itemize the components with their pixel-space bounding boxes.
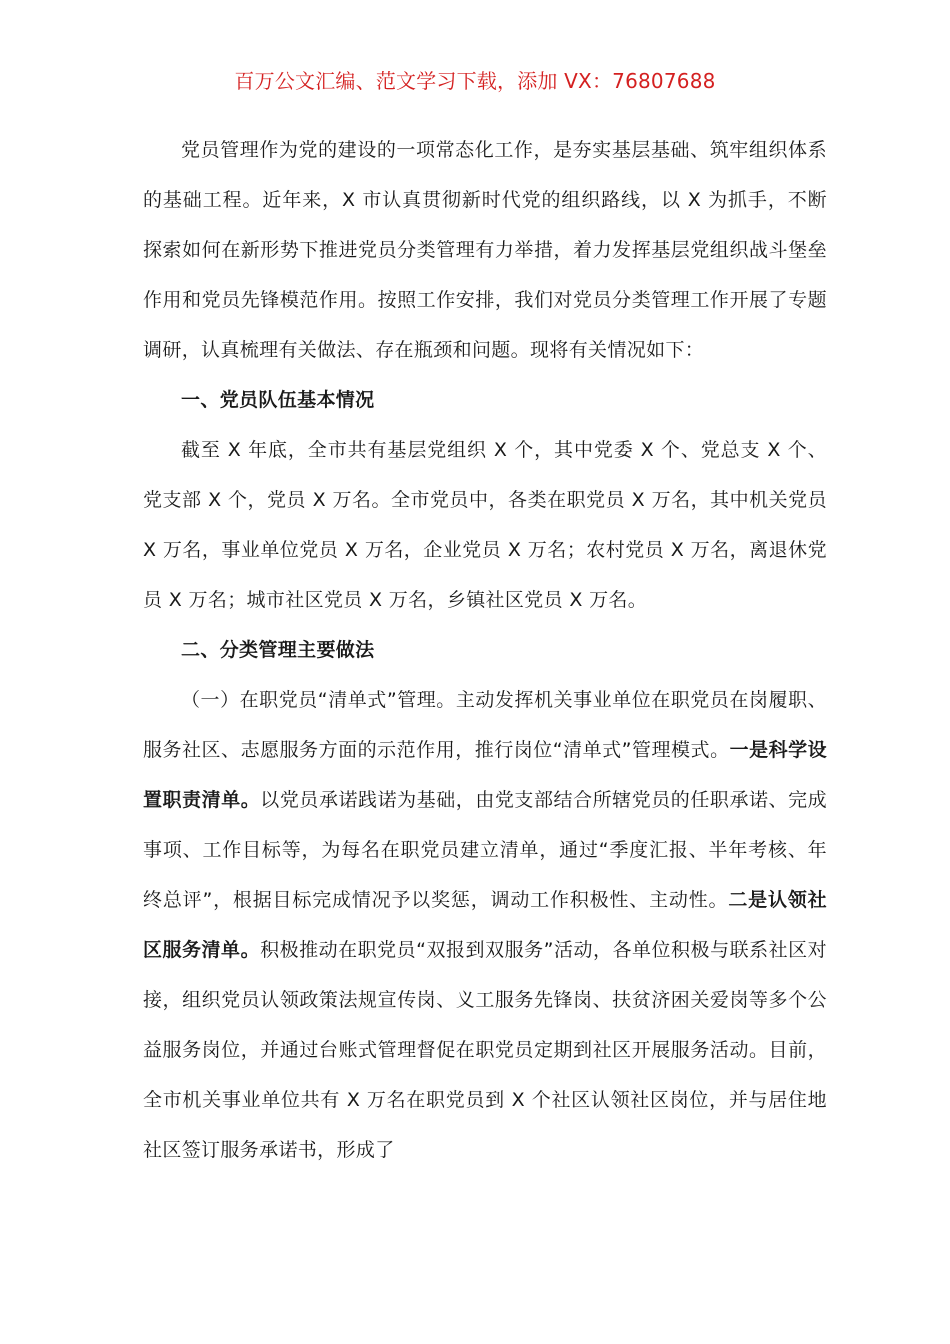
- paragraph-text: 积极推动在职党员“双报到双服务”活动，各单位积极与联系社区对接，组织党员认领政策法规宣传岗、义工服务先锋岗、扶贫济困关爱岗等多个公益服务岗位，并通过台账式管理督促在职党员定期到社区开展服务活动。目前，全市机关事业单位共有 X 万名在职党员到 X 个社区认领社区岗位，并与居住地社区签订服务承诺书，形成了: [143, 939, 827, 1161]
- section-heading: 一、党员队伍基本情况: [181, 389, 375, 411]
- paragraph-text: （一）在职党员“清单式”管理。主动发挥机关事业单位在职党员在岗履职、服务社区、志愿服务方面的示范作用，推行岗位“清单式”管理模式。: [143, 689, 827, 761]
- bold-lead: 一是科学设置职责清单。: [143, 739, 827, 811]
- paragraph: 截至 X 年底，全市共有基层党组织 X 个，其中党委 X 个、党总支 X 个、党支部 X 个，党员 X 万名。全市党员中，各类在职党员 X 万名，其中机关党员 X 万名，事业单位党员 X 万名，企业党员 X 万名；农村党员 X 万名，离退休党员 X 万名；城市社区党员 X 万名，乡镇社区党员 X 万名。: [143, 439, 827, 611]
- document-body: [143, 125, 827, 1175]
- header-banner: 百万公文汇编、范文学习下载，添加 VX：76807688: [234, 69, 716, 93]
- section-heading: 二、分类管理主要做法: [181, 639, 375, 661]
- intro-paragraph: 党员管理作为党的建设的一项常态化工作，是夯实基层基础、筑牢组织体系的基础工程。近年来，X 市认真贯彻新时代党的组织路线，以 X 为抓手，不断探索如何在新形势下推进党员分类管理有力举措，着力发挥基层党组织战斗堡垒作用和党员先锋模范作用。按照工作安排，我们对党员分类管理工作开展了专题调研，认真梳理有关做法、存在瓶颈和问题。现将有关情况如下：: [143, 139, 827, 361]
- paragraph-text: 以党员承诺践诺为基础，由党支部结合所辖党员的任职承诺、完成事项、工作目标等，为每名在职党员建立清单，通过“季度汇报、半年考核、年终总评”，根据目标完成情况予以奖惩，调动工作积极性、主动性。: [143, 789, 827, 911]
- bold-lead: 二是认领社区服务清单。: [143, 889, 827, 961]
- paragraph: [143, 675, 827, 1175]
